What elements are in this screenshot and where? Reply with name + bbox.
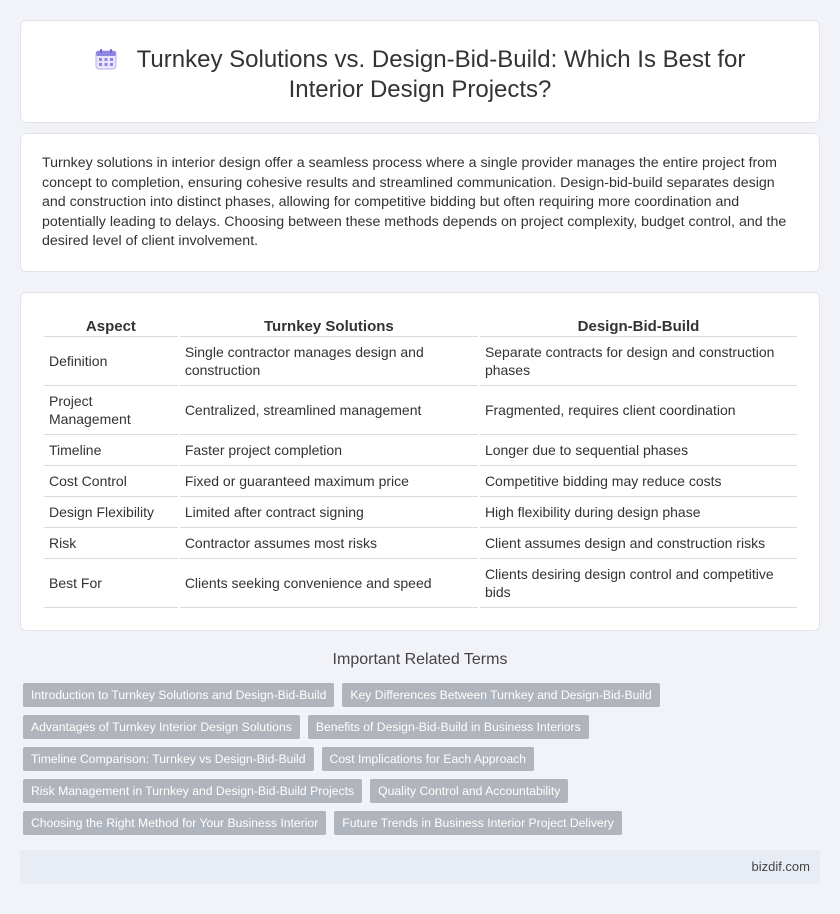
page-title-wrap xyxy=(61,45,779,105)
row-design-bid-build: Clients desiring design control and competitive bids xyxy=(480,559,797,608)
row-turnkey: Clients seeking convenience and speed xyxy=(180,559,478,608)
table-row xyxy=(44,337,797,386)
related-term-tag[interactable]: Future Trends in Business Interior Project Delivery xyxy=(334,811,622,835)
page-title: Turnkey Solutions vs. Design-Bid-Build: Which Is Best for Interior Design Projects? xyxy=(136,46,746,103)
row-aspect: Design Flexibility xyxy=(44,497,178,528)
row-turnkey: Faster project completion xyxy=(180,435,478,466)
intro-paragraph: Turnkey solutions in interior design offer a seamless process where a single provider manages the entire project from concept to completion, ensuring cohesive results and streamlined communication. Design-bid-build separates design and construction into distinct phases, allowing for competitive bidding but often requiring more coordination and potentially leading to delays. Choosing between these methods depends on project complexity, budget control, and the desired level of client involvement. xyxy=(42,155,787,250)
table-row xyxy=(44,528,797,559)
row-aspect: Best For xyxy=(44,559,178,608)
related-term-tag[interactable]: Advantages of Turnkey Interior Design Solutions xyxy=(23,715,300,739)
related-term-tag[interactable]: Introduction to Turnkey Solutions and Design-Bid-Build xyxy=(23,683,334,707)
row-aspect: Definition xyxy=(44,337,178,386)
row-turnkey: Contractor assumes most risks xyxy=(180,528,478,559)
related-term-tag[interactable]: Risk Management in Turnkey and Design-Bid-Build Projects xyxy=(23,779,362,803)
related-term-tag[interactable]: Key Differences Between Turnkey and Design-Bid-Build xyxy=(342,683,659,707)
row-design-bid-build: Competitive bidding may reduce costs xyxy=(480,466,797,497)
table-header-row xyxy=(44,315,797,337)
row-aspect: Timeline xyxy=(44,435,178,466)
related-term-tag[interactable]: Cost Implications for Each Approach xyxy=(322,747,534,771)
row-turnkey: Centralized, streamlined management xyxy=(180,386,478,435)
comparison-card xyxy=(20,292,820,631)
footer-site-link[interactable]: bizdif.com xyxy=(751,859,810,874)
header-turnkey: Turnkey Solutions xyxy=(180,315,478,337)
related-term-tag[interactable]: Quality Control and Accountability xyxy=(370,779,568,803)
related-terms-title: Important Related Terms xyxy=(332,651,508,668)
related-term-tag[interactable]: Timeline Comparison: Turnkey vs Design-Bid-Build xyxy=(23,747,314,771)
related-term-tag[interactable]: Benefits of Design-Bid-Build in Business Interiors xyxy=(308,715,589,739)
row-design-bid-build: Separate contracts for design and construction phases xyxy=(480,337,797,386)
row-design-bid-build: Client assumes design and construction risks xyxy=(480,528,797,559)
row-turnkey: Limited after contract signing xyxy=(180,497,478,528)
table-row xyxy=(44,435,797,466)
related-terms-list xyxy=(23,683,823,843)
row-aspect: Cost Control xyxy=(44,466,178,497)
row-design-bid-build: High flexibility during design phase xyxy=(480,497,797,528)
header-aspect: Aspect xyxy=(44,315,178,337)
row-aspect: Risk xyxy=(44,528,178,559)
intro-card xyxy=(20,133,820,272)
calendar-icon xyxy=(95,48,117,70)
table-row xyxy=(44,559,797,608)
row-aspect: Project Management xyxy=(44,386,178,435)
table-row xyxy=(44,466,797,497)
row-turnkey: Single contractor manages design and construction xyxy=(180,337,478,386)
row-design-bid-build: Longer due to sequential phases xyxy=(480,435,797,466)
table-row xyxy=(44,497,797,528)
related-term-tag[interactable]: Choosing the Right Method for Your Business Interior xyxy=(23,811,326,835)
comparison-table xyxy=(42,315,799,608)
header-design-bid-build: Design-Bid-Build xyxy=(480,315,797,337)
footer xyxy=(20,850,820,884)
row-design-bid-build: Fragmented, requires client coordination xyxy=(480,386,797,435)
header-card xyxy=(20,20,820,123)
row-turnkey: Fixed or guaranteed maximum price xyxy=(180,466,478,497)
table-row xyxy=(44,386,797,435)
